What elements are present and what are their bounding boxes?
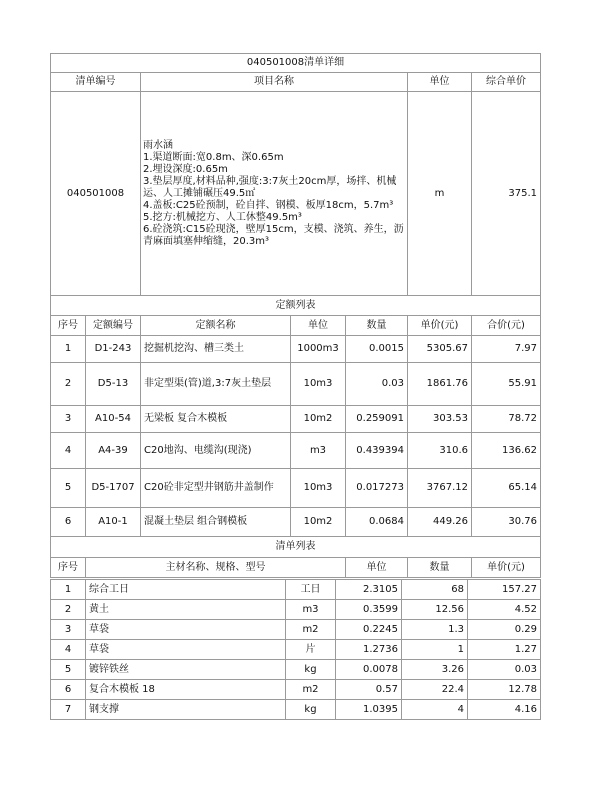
quota-total: 30.76 [472,508,541,537]
quota-header-total: 合价(元) [472,316,541,336]
material-unit: m2 [286,620,336,640]
materials-section-title: 清单列表 [51,537,541,558]
quota-code: A10-1 [86,508,141,537]
title-row [51,54,541,73]
quota-unit: 10m2 [291,406,346,433]
quota-header-row [51,316,541,336]
quota-unit: m3 [291,433,346,469]
material-name: 黄土 [86,600,286,620]
quota-price: 5305.67 [408,336,472,363]
material-qty: 0.57 [336,680,402,700]
material-unit: 片 [286,640,336,660]
materials-header-price: 单价(元) [472,558,541,578]
material-unit: m2 [286,680,336,700]
quota-unit: 10m3 [291,363,346,406]
material-unit: 工日 [286,580,336,600]
material-index: 5 [51,660,86,680]
quota-header-index: 序号 [51,316,86,336]
desc-line-4: 3.垫层厚度,材料品种,强度:3:7灰土20cm厚，场拌、机械运、人工摊铺碾压49.5㎡ [143,175,397,199]
materials-header-qty: 数量 [408,558,472,578]
material-index: 1 [51,580,86,600]
material-price: 22.4 [402,680,468,700]
quota-qty: 0.0015 [346,336,408,363]
quota-header-qty: 数量 [346,316,408,336]
material-unit: kg [286,660,336,680]
quota-row [51,433,541,469]
materials-header-row [51,558,541,578]
quota-total: 7.97 [472,336,541,363]
material-index: 6 [51,680,86,700]
bill-description [141,92,408,296]
table-title: 040501008清单详细 [51,54,541,73]
quota-qty: 0.03 [346,363,408,406]
bill-code: 040501008 [51,92,141,296]
quota-qty: 0.259091 [346,406,408,433]
desc-line-3: 2.埋设深度:0.65m [143,163,228,175]
bill-name-header: 项目名称 [141,73,408,92]
quota-index: 2 [51,363,86,406]
material-price: 1.3 [402,620,468,640]
material-total: 0.03 [468,660,541,680]
quota-name: 无梁板 复合木模板 [141,406,291,433]
bill-header-row [51,73,541,92]
material-index: 4 [51,640,86,660]
quota-unit: 10m2 [291,508,346,537]
quota-header-code: 定额编号 [86,316,141,336]
material-qty: 1.0395 [336,700,402,720]
bill-price: 375.1 [472,92,541,296]
bill-detail-table [50,53,541,578]
quota-code: A10-54 [86,406,141,433]
material-qty: 2.3105 [336,580,402,600]
material-total: 1.27 [468,640,541,660]
quota-qty: 0.0684 [346,508,408,537]
quota-index: 4 [51,433,86,469]
material-name: 草袋 [86,640,286,660]
materials-section-row [51,537,541,558]
quota-name: 混凝土垫层 组合钢模板 [141,508,291,537]
quota-header-unit: 单位 [291,316,346,336]
material-total: 157.27 [468,580,541,600]
material-price: 4 [402,700,468,720]
material-name: 镀锌铁丝 [86,660,286,680]
material-qty: 0.0078 [336,660,402,680]
quota-name: C20地沟、电缆沟(现浇) [141,433,291,469]
desc-line-7: 6.砼浇筑:C15砼现浇，壁厚15cm，支模、浇筑、养生，沥青麻面填塞伸缩缝，20.3m³ [143,223,404,247]
quota-code: D5-1707 [86,469,141,508]
material-name: 草袋 [86,620,286,640]
quota-total: 136.62 [472,433,541,469]
material-qty: 1.2736 [336,640,402,660]
material-total: 0.29 [468,620,541,640]
quota-code: D1-243 [86,336,141,363]
quota-name: C20砼非定型井钢筋井盖制作 [141,469,291,508]
material-total: 4.16 [468,700,541,720]
quota-section-row [51,296,541,316]
quota-row [51,508,541,537]
material-index: 3 [51,620,86,640]
quota-header-name: 定额名称 [141,316,291,336]
materials-header-index: 序号 [51,558,86,578]
material-price: 3.26 [402,660,468,680]
quota-section-title: 定额列表 [51,296,541,316]
quota-price: 1861.76 [408,363,472,406]
material-row [51,580,541,600]
material-price: 1 [402,640,468,660]
quota-qty: 0.017273 [346,469,408,508]
quota-name: 挖掘机挖沟、槽三类土 [141,336,291,363]
quota-price: 3767.12 [408,469,472,508]
material-index: 2 [51,600,86,620]
materials-header-unit: 单位 [346,558,408,578]
quota-row [51,406,541,433]
quota-row [51,469,541,508]
bill-price-header: 综合单价 [472,73,541,92]
material-total: 12.78 [468,680,541,700]
quota-row [51,336,541,363]
material-row [51,640,541,660]
quota-total: 65.14 [472,469,541,508]
material-row [51,700,541,720]
material-index: 7 [51,700,86,720]
material-row [51,680,541,700]
desc-line-5: 4.盖板:C25砼预制，砼自拌、钢模、板厚18cm，5.7m³ [143,199,394,211]
bill-row [51,92,541,296]
quota-index: 6 [51,508,86,537]
bill-unit-header: 单位 [408,73,472,92]
quota-code: A4-39 [86,433,141,469]
material-qty: 0.2245 [336,620,402,640]
quota-unit: 1000m3 [291,336,346,363]
desc-line-1: 雨水涵 [143,139,173,151]
material-unit: kg [286,700,336,720]
bill-unit: m [408,92,472,296]
material-name: 综合工日 [86,580,286,600]
materials-header-name: 主材名称、规格、型号 [86,558,346,578]
material-name: 钢支撑 [86,700,286,720]
quota-price: 303.53 [408,406,472,433]
desc-line-6: 5.挖方:机械挖方、人工休整49.5m³ [143,211,302,223]
quota-total: 78.72 [472,406,541,433]
quota-price: 310.6 [408,433,472,469]
quota-total: 55.91 [472,363,541,406]
material-unit: m3 [286,600,336,620]
quota-index: 5 [51,469,86,508]
material-row [51,600,541,620]
quota-index: 1 [51,336,86,363]
quota-header-price: 单价(元) [408,316,472,336]
quota-index: 3 [51,406,86,433]
material-name: 复合木模板 18 [86,680,286,700]
quota-row [51,363,541,406]
quota-code: D5-13 [86,363,141,406]
materials-table [50,579,541,720]
quota-price: 449.26 [408,508,472,537]
desc-line-2: 1.渠道断面:宽0.8m、深0.65m [143,151,284,163]
material-price: 12.56 [402,600,468,620]
quota-name: 非定型渠(管)道,3:7灰土垫层 [141,363,291,406]
material-total: 4.52 [468,600,541,620]
material-row [51,620,541,640]
material-price: 68 [402,580,468,600]
material-row [51,660,541,680]
material-qty: 0.3599 [336,600,402,620]
quota-unit: 10m3 [291,469,346,508]
quota-qty: 0.439394 [346,433,408,469]
bill-code-header: 清单编号 [51,73,141,92]
